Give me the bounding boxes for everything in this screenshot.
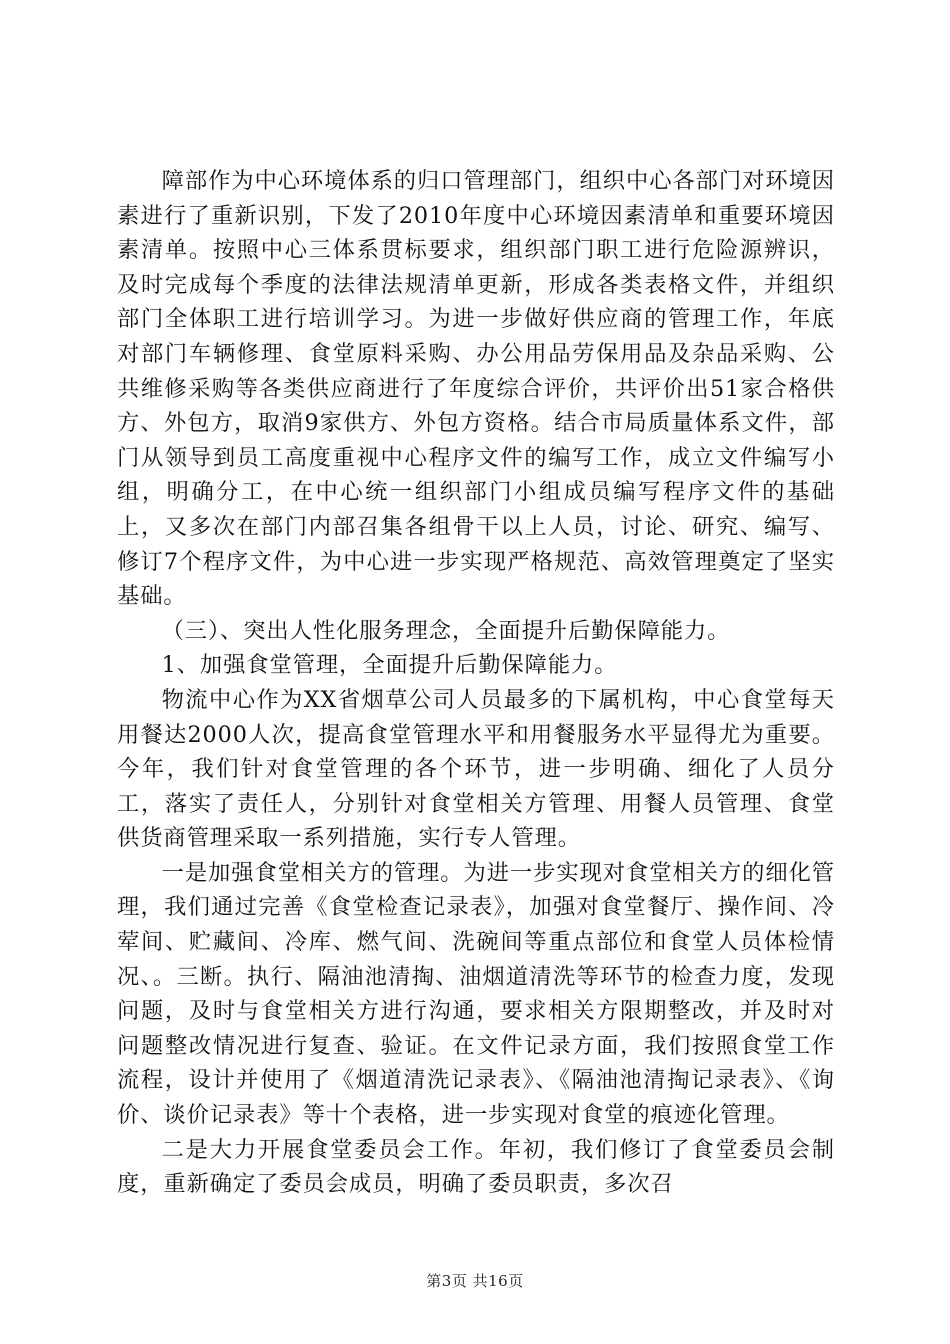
- subheading-canteen-management: 1、加强食堂管理，全面提升后勤保障能力。: [161, 652, 618, 679]
- section-heading-service: （三）、突出人性化服务理念，全面提升后勤保障能力。: [161, 617, 731, 644]
- paragraph-related-parties: 一是加强食堂相关方的管理。为进一步实现对食堂相关方的细化管理，我们通过完善《食堂检查记录表》，加强对食堂餐厅、操作间、冷荤间、贮藏间、冷库、燃气间、洗碗间等重点部位和食堂人员体检情况、。三断。执行、隔油池清掏、油烟道清洗等环节的检查力度，发现问题，及时与食堂相关方进行沟通，要求相关方限期整改，并及时对问题整改情况进行复查、验证。在文件记录方面，我们按照食堂工作流程，设计并使用了《烟道清洗记录表》、《隔油池清掏记录表》、《询价、谈价记录表》等十个表格，进一步实现对食堂的痕迹化管理。: [117, 859, 835, 1129]
- paragraph-logistics-center: 物流中心作为XX省烟草公司人员最多的下属机构，中心食堂每天用餐达2000人次，提高食堂管理水平和用餐服务水平显得尤为重要。今年，我们针对食堂管理的各个环节，进一步明确、细化了人员分工，落实了责任人，分别针对食堂相关方管理、用餐人员管理、食堂供货商管理采取一系列措施，实行专人管理。: [117, 686, 835, 852]
- page-number-footer: 第3页 共16页: [426, 1272, 524, 1290]
- paragraph-environment-system: 障部作为中心环境体系的归口管理部门，组织中心各部门对环境因素进行了重新识别，下发了2010年度中心环境因素清单和重要环境因素清单。按照中心三体系贯标要求，组织部门职工进行危险源辨识，及时完成每个季度的法律法规清单更新，形成各类表格文件，并组织部门全体职工进行培训学习。为进一步做好供应商的管理工作，年底对部门车辆修理、食堂原料采购、办公用品劳保用品及杂品采购、公共维修采购等各类供应商进行了年度综合评价，共评价出51家合格供方、外包方，取消9家供方、外包方资格。结合市局质量体系文件，部门从领导到员工高度重视中心程序文件的编写工作，成立文件编写小组，明确分工，在中心统一组织部门小组成员编写程序文件的基础上，又多次在部门内部召集各组骨干以上人员，讨论、研究、编写、修订7个程序文件，为中心进一步实现严格规范、高效管理奠定了坚实基础。: [117, 168, 835, 610]
- paragraph-canteen-committee: 二是大力开展食堂委员会工作。年初，我们修订了食堂委员会制度，重新确定了委员会成员，明确了委员职责，多次召: [117, 1136, 835, 1198]
- document-body: [117, 164, 835, 1202]
